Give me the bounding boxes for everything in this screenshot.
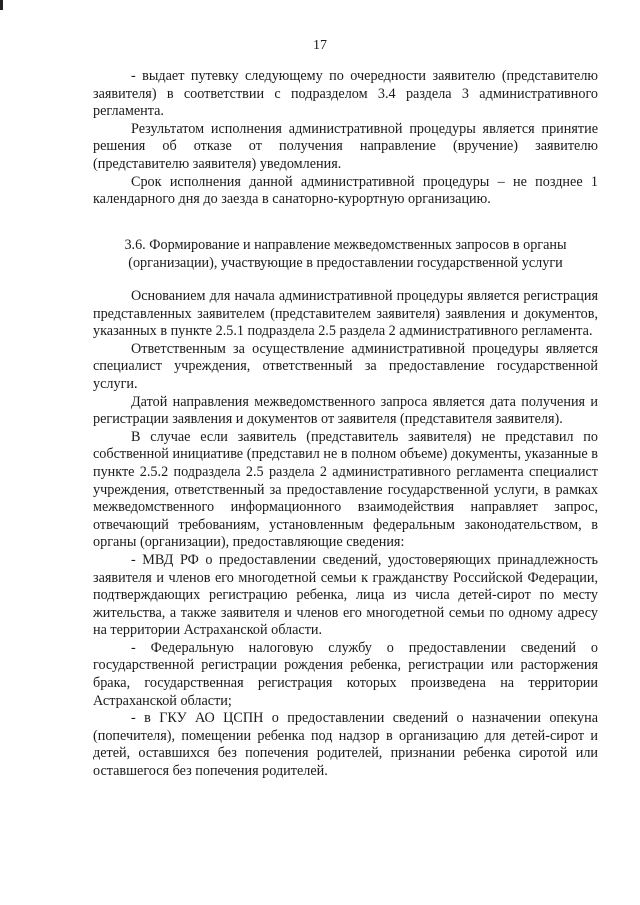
paragraph-request-date: Датой направления межведомственного запроса является дата получения и регистрации заявления и документов от заявителя (представителя заявителя).	[93, 393, 598, 428]
paragraph-result: Результатом исполнения административной процедуры является принятие решения об отказе от получения направление (вручение) заявителю (представителю заявителя) уведомления.	[93, 120, 598, 172]
section-heading: 3.6. Формирование и направление межведомственных запросов в органы (организации), участвующие в предоставлении государственной услуги	[124, 237, 567, 271]
list-item-mvd: - МВД РФ о предоставлении сведений, удостоверяющих принадлежность заявителя и членов его многодетной семьи к гражданству Российской Федерации, подтверждающих регистрацию ребенка, лица из числа детей-сирот по месту жительства, а также заявителя и членов его многодетной семьи по одному адресу на территории Астраханской области.	[93, 551, 598, 639]
paragraph-deadline: Срок исполнения данной административной процедуры – не позднее 1 календарного дня до заезда в санаторно-курортную организацию.	[93, 173, 598, 208]
list-item-tax-service: - Федеральную налоговую службу о предоставлении сведений о государственной регистрации рождения ребенка, регистрации или расторжения брака, государственная регистрация которых произведена на территории Астраханской области;	[93, 639, 598, 709]
paragraph-basis: Основанием для начала административной процедуры является регистрация представленных заявителем (представителем заявителя) заявления и документов, указанных в пункте 2.5.1 подраздела 2.5 раздела 2 административного регламента.	[93, 288, 598, 340]
paragraph-issue-voucher: - выдает путевку следующему по очередности заявителю (представителю заявителя) в соответствии с подразделом 3.4 раздела 3 административного регламента.	[93, 68, 598, 120]
paragraph-interagency-request: В случае если заявитель (представитель заявителя) не представил по собственной инициативе (представил не в полном объеме) документы, указанные в пункте 2.5.2 подраздела 2.5 раздела 2 административного регламента специалист учреждения, ответственный за предоставление государственной услуги, в рамках межведомственного информационного взаимодействия направляет запрос, отвечающий требованиям, установленным федеральным законодательством, в органы (организации), предоставляющие сведения:	[93, 428, 598, 551]
text-block-top	[93, 68, 598, 209]
list-item-gku-cspn: - в ГКУ АО ЦСПН о предоставлении сведений о назначении опекуна (попечителя), помещении ребенка под надзор в организацию для детей-сирот и детей, оставшихся без попечения родителей, признании ребенка сиротой или оставшегося без попечения родителей.	[93, 710, 598, 780]
text-block-main	[93, 288, 598, 781]
scan-edge-mark	[0, 0, 3, 10]
paragraph-responsible: Ответственным за осуществление административной процедуры является специалист учреждения, ответственный за предоставление государственной услуги.	[93, 340, 598, 392]
page-number: 17	[313, 38, 327, 53]
